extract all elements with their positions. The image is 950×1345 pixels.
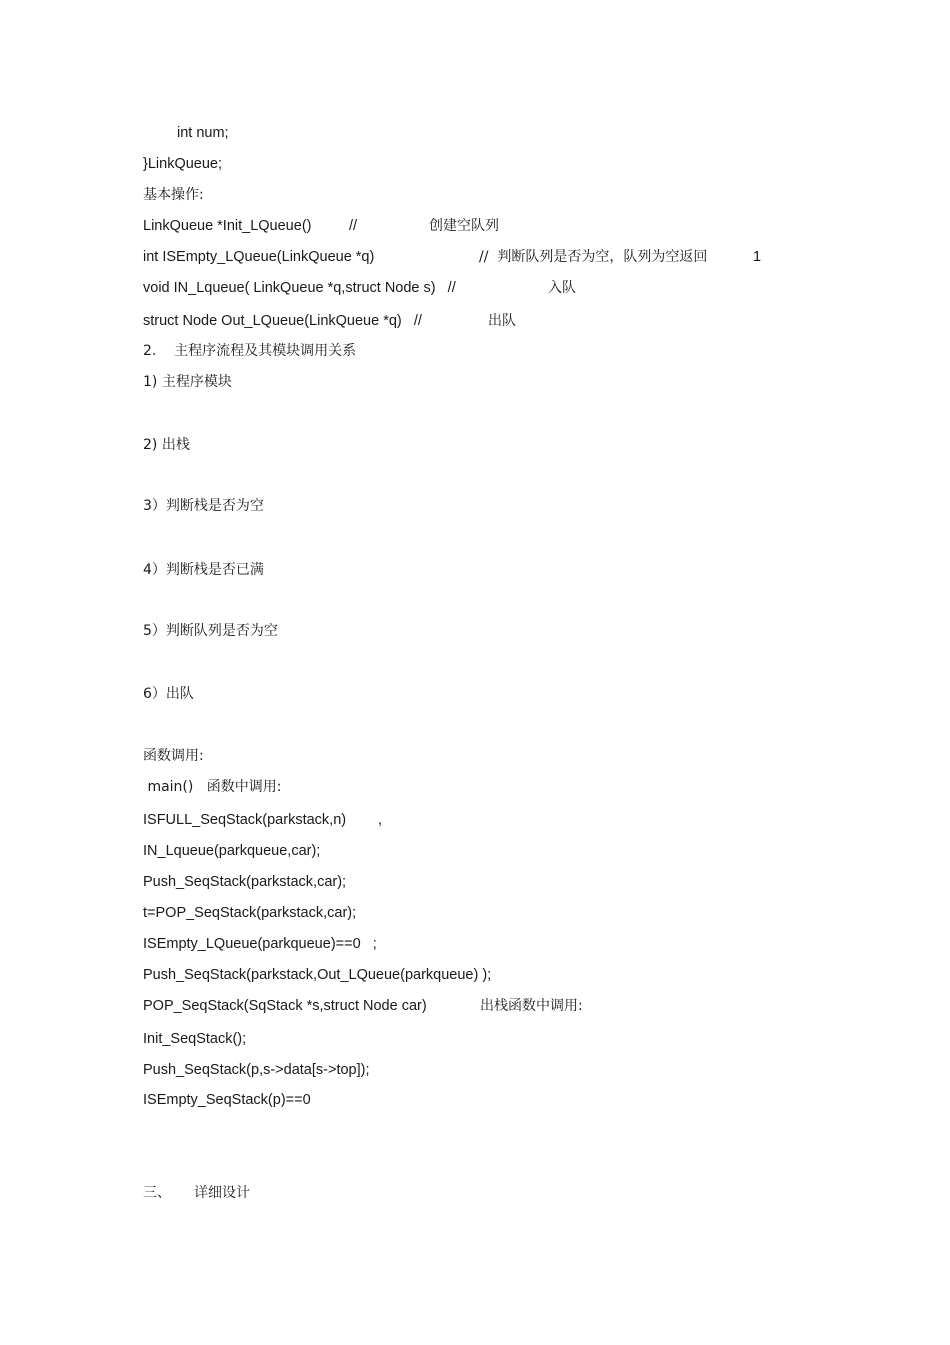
module-1: 1) 主程序模块 <box>143 374 232 390</box>
module-6: 6）出队 <box>143 686 194 702</box>
out-lqueue-code: struct Node Out_LQueue(LinkQueue *q) // <box>143 313 422 329</box>
call-push-seqstack-p: Push_SeqStack(p,s->data[s->top]); <box>143 1062 370 1078</box>
call-init-seqstack: Init_SeqStack(); <box>143 1031 247 1047</box>
function-calls-heading: 函数调用: <box>143 748 204 764</box>
pop-seqstack-calls-heading: 出栈函数中调用: <box>480 998 583 1014</box>
call-push-out-lqueue: Push_SeqStack(parkstack,Out_LQueue(parkqueue) ); <box>143 967 492 983</box>
code-line-int-num: int num; <box>177 125 229 141</box>
init-lqueue-slash: // <box>349 218 358 234</box>
isempty-lqueue-comment: // 判断队列是否为空，队列为空返回 <box>479 249 708 265</box>
module-2: 2) 出栈 <box>143 437 190 453</box>
call-push-seqstack: Push_SeqStack(parkstack,car); <box>143 874 347 890</box>
section-3-title: 详细设计 <box>194 1185 250 1201</box>
section-2-heading: 2. 主程序流程及其模块调用关系 <box>143 343 357 359</box>
section-3-number: 三、 <box>143 1185 171 1201</box>
pop-seqstack-signature: POP_SeqStack(SqStack *s,struct Node car) <box>143 998 427 1014</box>
init-lqueue-comment: 创建空队列 <box>429 218 499 234</box>
main-calls-heading: main() 函数中调用: <box>143 779 282 795</box>
isempty-lqueue-code: int ISEmpty_LQueue(LinkQueue *q) <box>143 249 375 265</box>
call-isempty-seqstack: ISEmpty_SeqStack(p)==0 <box>143 1092 311 1108</box>
module-3: 3）判断栈是否为空 <box>143 498 264 514</box>
module-4: 4）判断栈是否已满 <box>143 562 264 578</box>
module-5: 5）判断队列是否为空 <box>143 623 278 639</box>
out-lqueue-comment: 出队 <box>488 313 516 329</box>
call-isfull-seqstack: ISFULL_SeqStack(parkstack,n) <box>143 812 347 828</box>
in-lqueue-code: void IN_Lqueue( LinkQueue *q,struct Node s) // <box>143 280 456 296</box>
isempty-lqueue-return: 1 <box>753 249 762 265</box>
in-lqueue-comment: 入队 <box>548 280 576 296</box>
call-isempty-lqueue: ISEmpty_LQueue(parkqueue)==0 ; <box>143 936 377 952</box>
call-isfull-comma: , <box>378 812 383 828</box>
init-lqueue-code: LinkQueue *Init_LQueue() <box>143 218 312 234</box>
basic-operations-heading: 基本操作: <box>143 187 204 203</box>
code-line-linkqueue-end: }LinkQueue; <box>143 156 223 172</box>
call-in-lqueue: IN_Lqueue(parkqueue,car); <box>143 843 321 859</box>
call-pop-seqstack: t=POP_SeqStack(parkstack,car); <box>143 905 357 921</box>
